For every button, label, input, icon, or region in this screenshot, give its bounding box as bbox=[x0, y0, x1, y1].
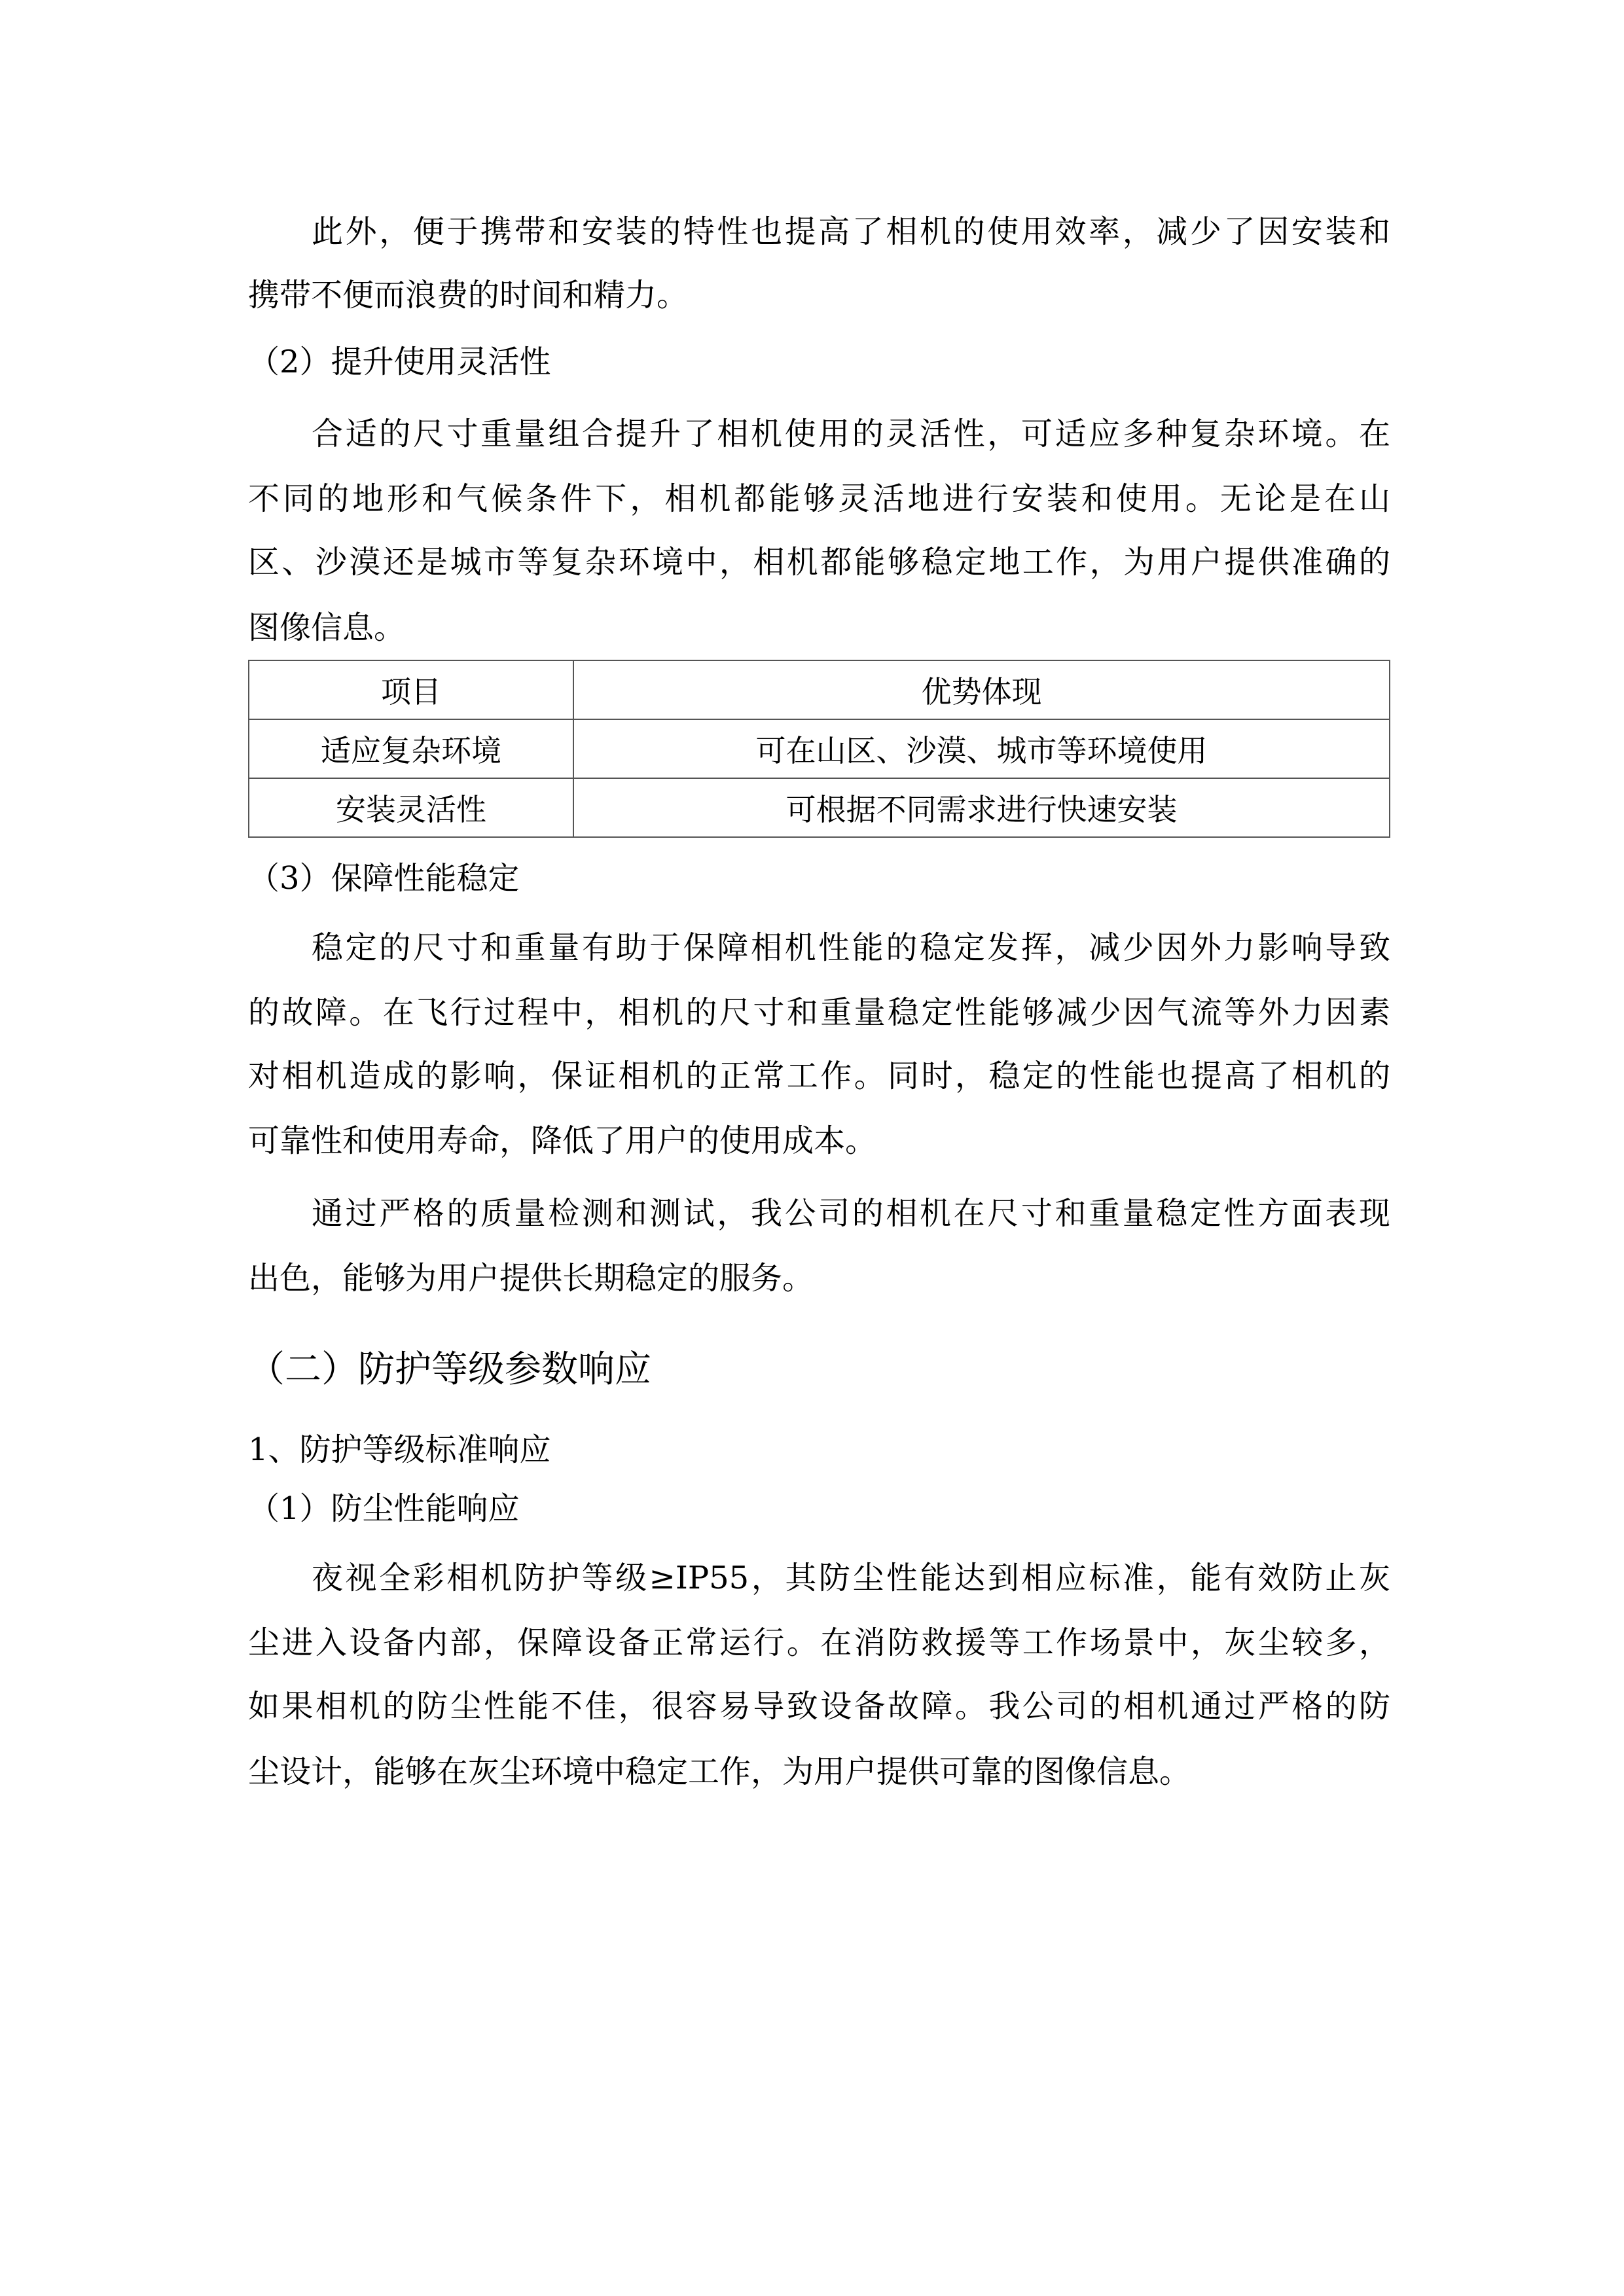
paragraph-line: 不同的地形和气候条件下，相机都能够灵活地进行安装和使用。无论是在山 bbox=[248, 480, 1390, 517]
paragraph-line: 出色，能够为用户提供长期稳定的服务。 bbox=[248, 1260, 814, 1297]
paragraph-line: 携带不便而浪费的时间和精力。 bbox=[248, 277, 689, 314]
table-row bbox=[249, 778, 1390, 837]
paragraph-line: 的故障。在飞行过程中，相机的尺寸和重量稳定性能够减少因气流等外力因素 bbox=[248, 994, 1390, 1031]
paragraph-line: 如果相机的防尘性能不佳，很容易导致设备故障。我公司的相机通过严格的防 bbox=[248, 1688, 1390, 1725]
paragraph-line: 尘进入设备内部，保障设备正常运行。在消防救援等工作场景中，灰尘较多， bbox=[248, 1624, 1390, 1661]
paragraph-line: 尘设计，能够在灰尘环境中稳定工作，为用户提供可靠的图像信息。 bbox=[248, 1753, 1191, 1790]
paragraph-line: 通过严格的质量检测和测试，我公司的相机在尺寸和重量稳定性方面表现 bbox=[312, 1195, 1390, 1232]
paragraph-line: 对相机造成的影响，保证相机的正常工作。同时，稳定的性能也提高了相机的 bbox=[248, 1058, 1390, 1094]
table-cell: 适应复杂环境 bbox=[249, 719, 573, 778]
paragraph-line: 稳定的尺寸和重量有助于保障相机性能的稳定发挥，减少因外力影响导致 bbox=[312, 929, 1390, 966]
table-header-row bbox=[249, 660, 1390, 719]
paragraph-line: 图像信息。 bbox=[248, 609, 406, 646]
table-cell: 可根据不同需求进行快速安装 bbox=[573, 778, 1390, 837]
table-row bbox=[249, 719, 1390, 778]
table-cell: 可在山区、沙漠、城市等环境使用 bbox=[573, 719, 1390, 778]
section-heading: （二）防护等级参数响应 bbox=[248, 1348, 651, 1391]
subheading: （1）防尘性能响应 bbox=[248, 1490, 520, 1527]
table-header-cell: 优势体现 bbox=[573, 660, 1390, 719]
subheading: （2）提升使用灵活性 bbox=[248, 344, 551, 380]
subheading: （3）保障性能稳定 bbox=[248, 860, 520, 897]
paragraph-line: 此外，便于携带和安装的特性也提高了相机的使用效率，减少了因安装和 bbox=[312, 213, 1390, 250]
paragraph-line: 可靠性和使用寿命，降低了用户的使用成本。 bbox=[248, 1122, 877, 1159]
paragraph-line: 合适的尺寸重量组合提升了相机使用的灵活性，可适应多种复杂环境。在 bbox=[312, 416, 1390, 452]
table-header-cell: 项目 bbox=[249, 660, 573, 719]
table-cell: 安装灵活性 bbox=[249, 778, 573, 837]
paragraph-line: 夜视全彩相机防护等级≥IP55，其防尘性能达到相应标准，能有效防止灰 bbox=[312, 1560, 1390, 1596]
subheading: 1、防护等级标准响应 bbox=[248, 1431, 551, 1468]
advantages-table bbox=[248, 660, 1390, 838]
paragraph-line: 区、沙漠还是城市等复杂环境中，相机都能够稳定地工作，为用户提供准确的 bbox=[248, 544, 1390, 581]
